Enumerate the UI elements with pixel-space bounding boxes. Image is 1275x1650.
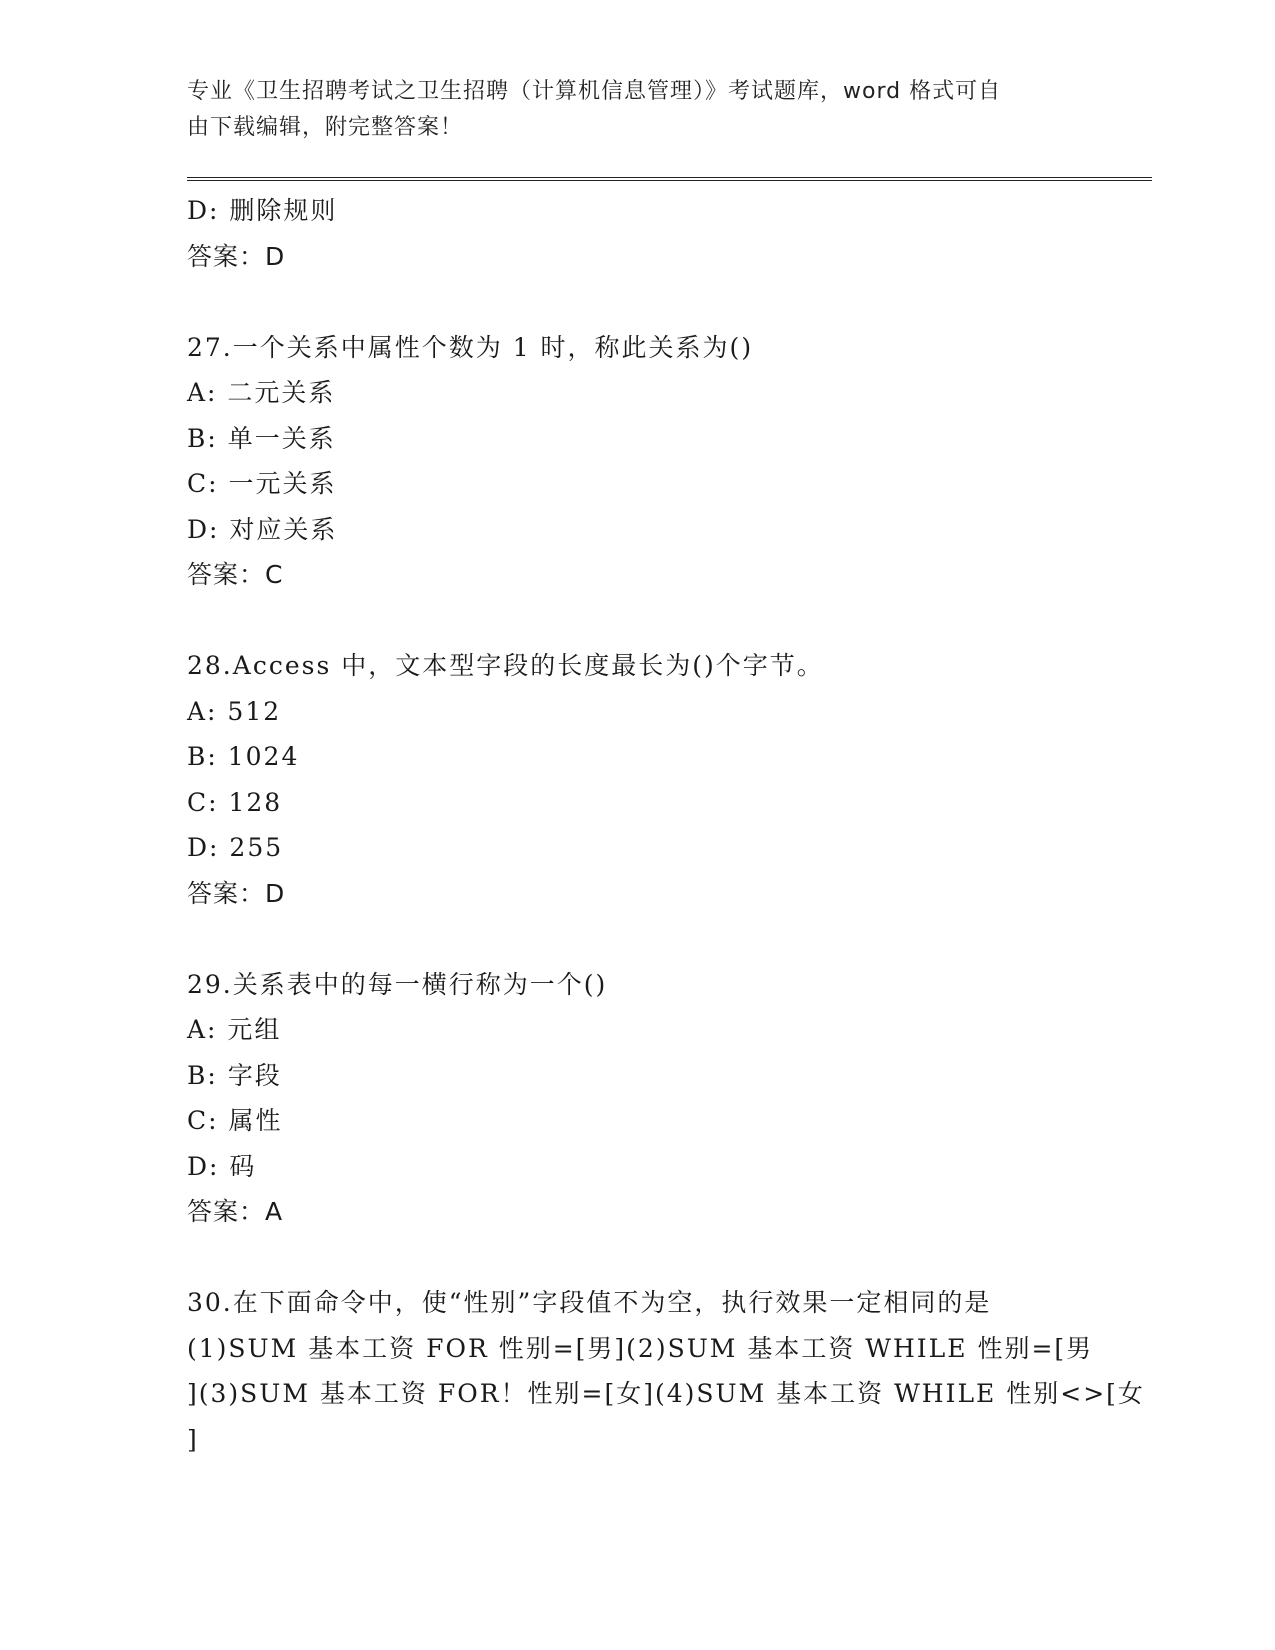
question-stem-line-1: 30.在下面命令中，使“性别”字段值不为空，执行效果一定相同的是 <box>187 1288 992 1317</box>
answer: 答案：A <box>187 1197 284 1226</box>
header-double-rule <box>187 177 1152 181</box>
question-stem-line-4: ] <box>187 1424 199 1454</box>
option-d: D: 对应关系 <box>187 514 338 544</box>
option-d: D: 255 <box>187 833 284 862</box>
question-29 <box>187 962 1087 1235</box>
header-line-2: 由下载编辑，附完整答案！ <box>187 115 464 140</box>
option-b: B: 字段 <box>187 1060 282 1090</box>
option-c: C: 128 <box>187 787 283 817</box>
spacer <box>187 916 1087 962</box>
header-line-1: 专业《卫生招聘考试之卫生招聘（计算机信息管理）》考试题库，word 格式可自 <box>187 79 1002 104</box>
option-c: C: 属性 <box>187 1106 283 1135</box>
document-header <box>187 74 1087 146</box>
question-27 <box>187 325 1087 598</box>
option-b: B: 单一关系 <box>187 423 336 453</box>
question-stem-line-2: (1)SUM 基本工资 FOR 性别=[男](2)SUM 基本工资 WHILE 性别=[男 <box>187 1333 1094 1363</box>
question-28 <box>187 643 1087 916</box>
question-content <box>187 188 1145 1462</box>
option-a: A: 512 <box>187 696 282 726</box>
question-stem: 29.关系表中的每一横行称为一个() <box>187 969 608 999</box>
answer: 答案：D <box>187 878 286 908</box>
question-stem: 28.Access 中，文本型字段的长度最长为()个字节。 <box>187 651 824 680</box>
option-b: B: 1024 <box>187 742 300 771</box>
option-c: C: 一元关系 <box>187 469 337 498</box>
spacer <box>187 1235 1087 1281</box>
spacer <box>187 598 1087 644</box>
question-stem: 27.一个关系中属性个数为 1 时，称此关系为() <box>187 332 754 362</box>
question-stem-line-3: ](3)SUM 基本工资 FOR！性别=[女](4)SUM 基本工资 WHILE 性别<>[女 <box>187 1379 1145 1408</box>
answer: 答案：C <box>187 560 284 589</box>
question-30 <box>187 1280 1145 1462</box>
option-d: D: 码 <box>187 1151 257 1181</box>
option-a: A: 二元关系 <box>187 378 336 407</box>
answer-prev: 答案：D <box>187 241 286 271</box>
option-d-prev: D: 删除规则 <box>187 196 338 225</box>
spacer <box>187 279 1087 325</box>
option-a: A: 元组 <box>187 1015 282 1044</box>
